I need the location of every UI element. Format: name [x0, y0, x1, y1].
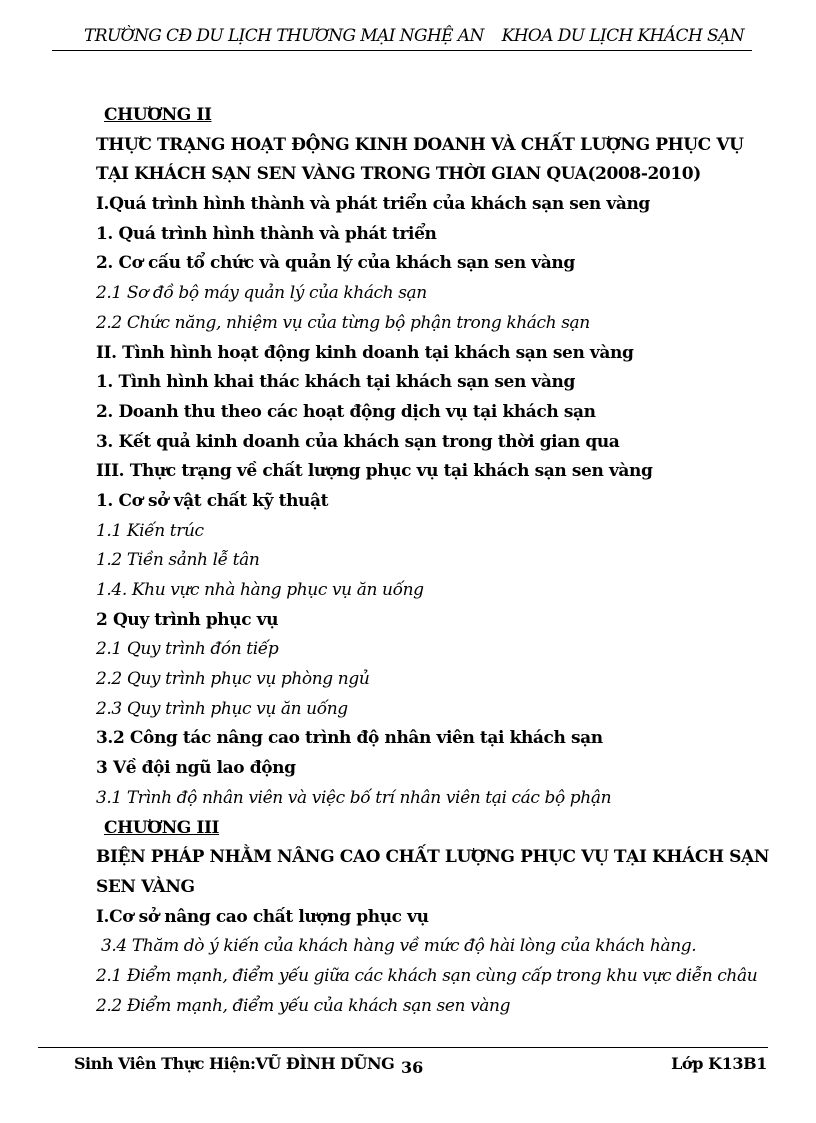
section-I-2-2: 2.2 Chức năng, nhiệm vụ của từng bộ phận trong khách sạn [96, 312, 590, 333]
footer-class-label: Lớp K13B1 [671, 1054, 767, 1073]
chapter-3-heading: CHƯƠNG III [104, 817, 220, 838]
section-III-2-1: 2.1 Quy trình đón tiếp [96, 639, 279, 660]
section-III-3-2: 3.2 Công tác nâng cao trình độ nhân viên tại khách sạn [96, 728, 603, 749]
section-III-2-2: 2.2 Quy trình phục vụ phòng ngủ [96, 669, 370, 690]
page-header [52, 24, 752, 51]
page-footer [38, 1047, 768, 1077]
section-III-2-3: 2.3 Quy trình phục vụ ăn uống [96, 698, 348, 719]
section-III-3: 3 Về đội ngũ lao động [96, 758, 296, 779]
header-school-name: TRƯỜNG CĐ DU LỊCH THƯƠNG MẠI NGHỆ AN [84, 26, 484, 46]
section-III-1-2: 1.2 Tiền sảnh lễ tân [96, 550, 260, 571]
section-I-2-1: 2.1 Sơ đồ bộ máy quản lý của khách sạn [96, 283, 427, 304]
chapter-3-item-2-2: 2.2 Điểm mạnh, điểm yếu của khách sạn sen vàng [96, 995, 511, 1016]
chapter-2-title-line1: THỰC TRẠNG HOẠT ĐỘNG KINH DOANH VÀ CHẤT LƯỢNG PHỤC VỤ [96, 134, 744, 155]
section-III-1-4: 1.4. Khu vực nhà hàng phục vụ ăn uống [96, 580, 424, 600]
chapter-3-title-line2: SEN VÀNG [96, 876, 195, 897]
section-I: I.Quá trình hình thành và phát triển của khách sạn sen vàng [96, 194, 650, 215]
section-II: II. Tình hình hoạt động kinh doanh tại khách sạn sen vàng [96, 342, 634, 363]
chapter-3-section-I: I.Cơ sở nâng cao chất lượng phục vụ [96, 906, 429, 927]
section-III-3-1: 3.1 Trình độ nhân viên và việc bố trí nhân viên tại các bộ phận [96, 787, 612, 808]
section-I-1: 1. Quá trình hình thành và phát triển [96, 223, 437, 244]
chapter-3-title-line1: BIỆN PHÁP NHẰM NÂNG CAO CHẤT LƯỢNG PHỤC VỤ TẠI KHÁCH SẠN [96, 847, 769, 868]
chapter-2-title-line2: TẠI KHÁCH SẠN SEN VÀNG TRONG THỜI GIAN QUA(2008-2010) [96, 164, 701, 185]
section-II-3: 3. Kết quả kinh doanh của khách sạn trong thời gian qua [96, 431, 620, 452]
section-I-2: 2. Cơ cấu tổ chức và quản lý của khách sạn sen vàng [96, 253, 575, 274]
section-III: III. Thực trạng về chất lượng phục vụ tại khách sạn sen vàng [96, 461, 653, 482]
chapter-3-item-2-1: 2.1 Điểm mạnh, điểm yếu giữa các khách sạn cùng cấp trong khu vực diễn châu [96, 965, 758, 986]
section-II-2: 2. Doanh thu theo các hoạt động dịch vụ tại khách sạn [96, 401, 596, 422]
header-faculty-name: KHOA DU LỊCH KHÁCH SẠN [501, 26, 744, 46]
section-III-1-1: 1.1 Kiến trúc [96, 520, 204, 541]
chapter-2-heading: CHƯƠNG II [104, 105, 212, 125]
table-of-contents [96, 101, 776, 1021]
section-III-2: 2 Quy trình phục vụ [96, 609, 279, 630]
page-number: 36 [401, 1058, 424, 1077]
chapter-3-item-3-4: 3.4 Thăm dò ý kiến của khách hàng về mức độ hài lòng của khách hàng. [96, 936, 697, 957]
section-III-1: 1. Cơ sở vật chất kỹ thuật [96, 490, 329, 511]
footer-student-name: Sinh Viên Thực Hiện:VŨ ĐÌNH DŨNG [74, 1054, 395, 1073]
section-II-1: 1. Tình hình khai thác khách tại khách sạn sen vàng [96, 372, 575, 393]
